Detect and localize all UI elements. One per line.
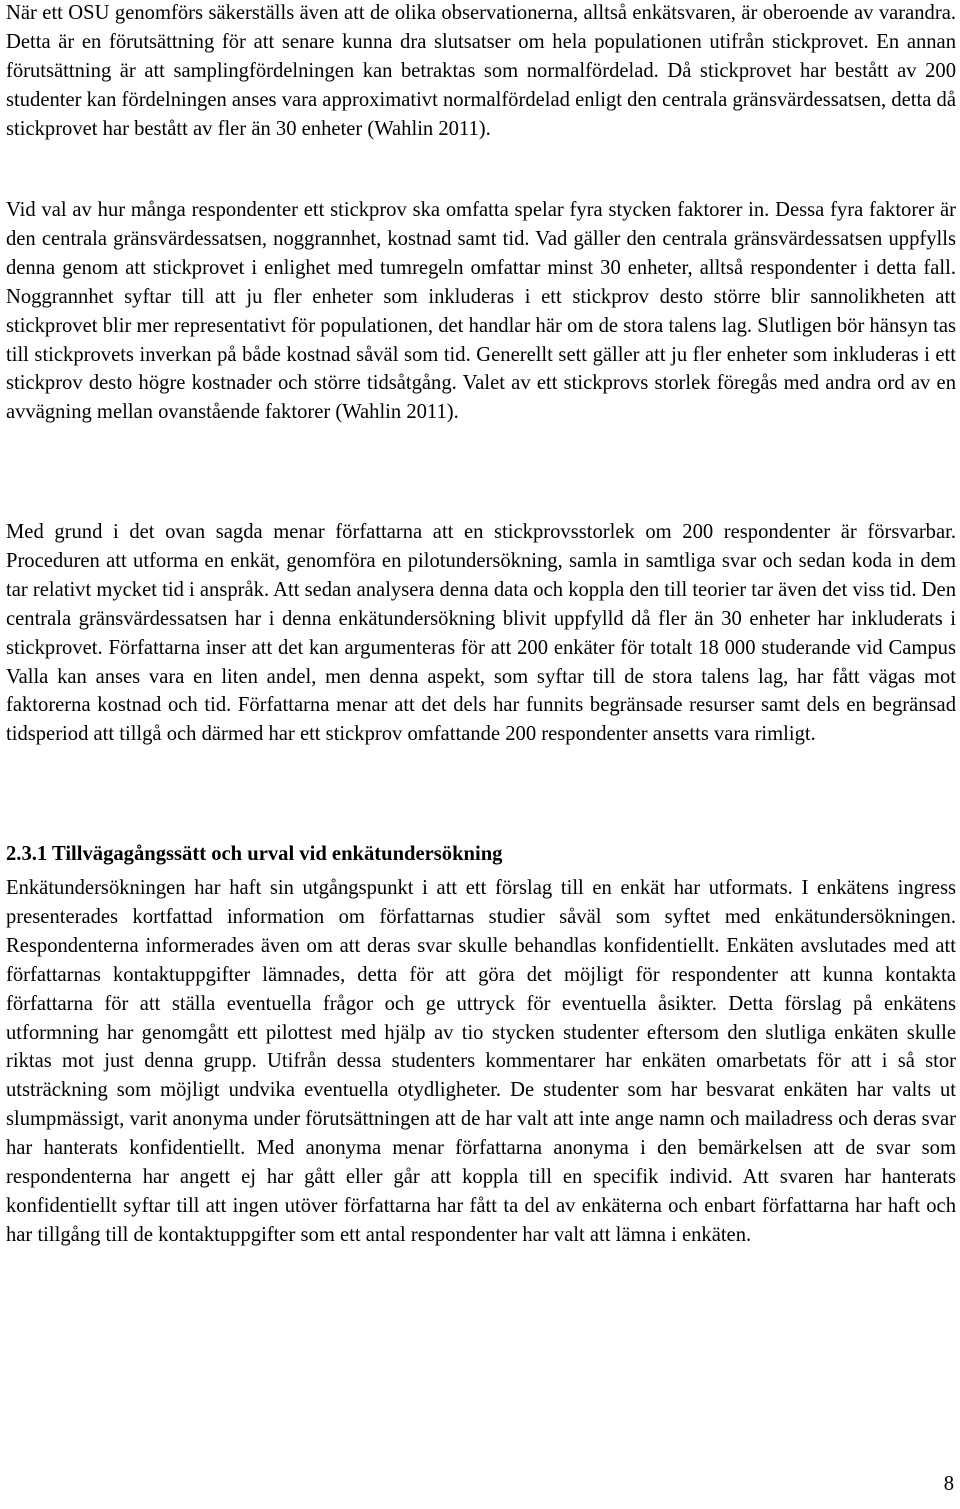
body-paragraph-3: Med grund i det ovan sagda menar författarna att en stickprovsstorlek om 200 respondenter är försvarbar. Proceduren att utforma en enkät, genomföra en pilotundersökning, samla in samtliga svar och sedan koda in dem tar relativt mycket tid i anspråk. Att sedan analysera denna data och koppla den till teorier tar även det viss tid. Den centrala gränsvärdessatsen har i denna enkätundersökning blivit uppfylld då fler än 30 enheter har inkluderats i stickprovet. Författarna inser att det kan argumenteras för att 200 enkäter för totalt 18 000 studerande vid Campus Valla kan anses vara en liten andel, men denna aspekt, som syftar till de stora talens lag, har fått vägas mot faktorerna kostnad och tid. Författarna menar att det dels har funnits begränsade resurser samt dels en begränsad tidsperiod att tillgå och därmed har ett stickprov omfattande 200 respondenter ansetts vara rimligt. <box>6 521 956 746</box>
section-paragraph: Enkätundersökningen har haft sin utgångspunkt i att ett förslag till en enkät har utformats. I enkätens ingress presenterades kortfattad information om författarnas studier såväl som syftet med enkätundersökningen. Respondenterna informerades även om att deras svar skulle behandlas konfidentiellt. Enkäten avslutades med att författarnas kontaktuppgifter lämnades, detta för att göra det möjligt för respondenter att kunna kontakta författarna för att ställa eventuella frågor och ge uttryck för eventuella åsikter. Detta förslag på enkätens utformning har genomgått ett pilottest med hjälp av tio stycken studenter eftersom den slutliga enkäten skulle riktas mot just denna grupp. Utifrån dessa studenters kommentarer har enkäten omarbetats för att i så stor utsträckning som möjligt undvika eventuella otydligheter. De studenter som har besvarat enkäten har valts ut slumpmässigt, varit anonyma under förutsättningen att de har valt att inte ange namn och mailadress och deras svar har hanterats konfidentiellt. Med anonyma menar författarna anonyma i den bemärkelsen att de svar som respondenterna har angett ej har gått eller går att koppla till en specifik individ. Att svaren har hanterats konfidentiellt syftar till att ingen utöver författarna har fått ta del av enkäterna och enbart författarna har haft och har tillgång till de kontaktuppgifter som ett antal respondenter har valt att lämna i enkäten. <box>6 877 956 1246</box>
section-heading: 2.3.1 Tillvägagångssätt och urval vid enkätundersökning <box>6 843 503 865</box>
page-number: 8 <box>943 1473 954 1495</box>
body-paragraph-1: När ett OSU genomförs säkerställs även att de olika observationerna, alltså enkätsvaren, är oberoende av varandra. Detta är en förutsättning för att senare kunna dra slutsatser om hela populationen utifrån stickprovet. En annan förutsättning är att samplingfördelningen kan betraktas som normalfördelad. Då stickprovet har bestått av 200 studenter kan fördelningen anses vara approximativt normalfördelad enligt den centrala gränsvärdessatsen, detta då stickprovet har bestått av fler än 30 enheter (Wahlin 2011). <box>6 2 956 140</box>
body-paragraph-2: Vid val av hur många respondenter ett stickprov ska omfatta spelar fyra stycken faktorer in. Dessa fyra faktorer är den centrala gränsvärdessatsen, noggrannhet, kostnad samt tid. Vad gäller den centrala gränsvärdessatsen uppfylls denna genom att stickprovet i enlighet med tumregeln omfattar minst 30 enheter, alltså respondenter i detta fall. Noggrannhet syftar till att ju fler enheter som inkluderas i ett stickprov desto större blir sannolikheten att stickprovet blir mer representativt för populationen, det handlar här om de stora talens lag. Slutligen bör hänsyn tas till stickprovets inverkan på både kostnad såväl som tid. Generellt sett gäller att ju fler enheter som inkluderas i ett stickprov desto högre kostnader och större tidsåtgång. Valet av ett stickprovs storlek föregås med andra ord av en avvägning mellan ovanstående faktorer (Wahlin 2011). <box>6 199 956 424</box>
